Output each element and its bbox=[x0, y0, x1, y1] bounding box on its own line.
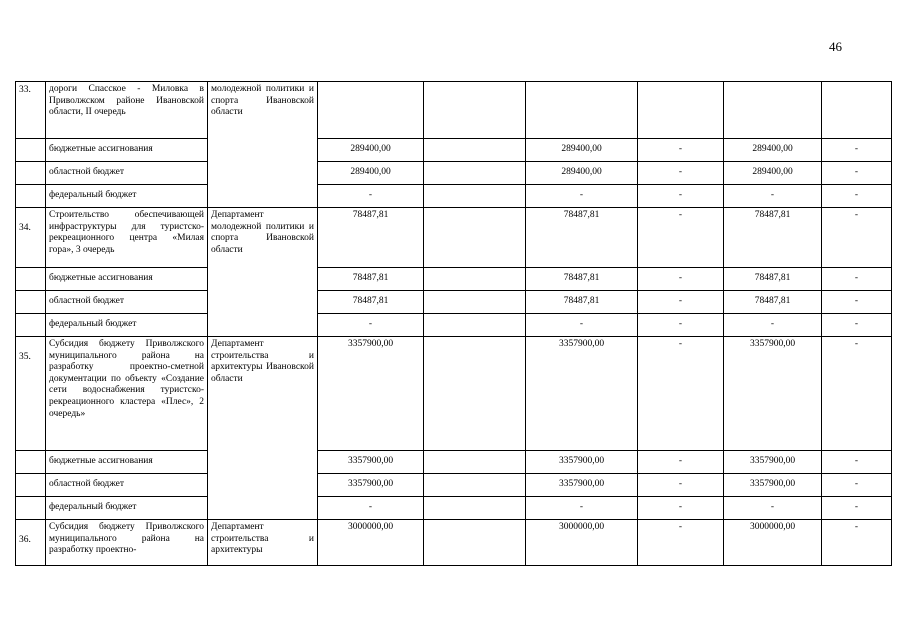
budget-value-cell: 3357900,00 bbox=[724, 474, 822, 497]
budget-value-cell: 78487,81 bbox=[318, 291, 424, 314]
item-value-cell: 3357900,00 bbox=[318, 337, 424, 451]
item-value-cell: 3000000,00 bbox=[526, 520, 638, 566]
budget-value-cell bbox=[424, 451, 526, 474]
item-value-cell: - bbox=[638, 520, 724, 566]
item-value-cell bbox=[424, 82, 526, 139]
budget-value-cell: - bbox=[724, 185, 822, 208]
item-value-cell bbox=[318, 82, 424, 139]
budget-row bbox=[16, 139, 892, 162]
budget-value-cell: - bbox=[822, 162, 892, 185]
budget-table bbox=[15, 81, 892, 566]
item-value-cell bbox=[424, 520, 526, 566]
item-name: Субсидия бюджету Приволжского муниципального района на разработку проектно- bbox=[46, 520, 208, 566]
budget-value-cell: 289400,00 bbox=[526, 139, 638, 162]
budget-value-cell: - bbox=[526, 314, 638, 337]
empty-cell bbox=[16, 497, 46, 520]
budget-row-label: федеральный бюджет bbox=[46, 497, 208, 520]
item-row bbox=[16, 520, 892, 566]
budget-row bbox=[16, 451, 892, 474]
budget-value-cell: - bbox=[638, 139, 724, 162]
empty-cell bbox=[16, 291, 46, 314]
budget-value-cell: 289400,00 bbox=[318, 139, 424, 162]
empty-cell bbox=[16, 139, 46, 162]
budget-value-cell bbox=[424, 139, 526, 162]
budget-value-cell: 78487,81 bbox=[526, 291, 638, 314]
page-number: 46 bbox=[829, 39, 842, 54]
budget-value-cell: - bbox=[822, 474, 892, 497]
budget-value-cell: - bbox=[822, 451, 892, 474]
budget-value-cell: - bbox=[318, 497, 424, 520]
empty-cell bbox=[16, 451, 46, 474]
empty-cell bbox=[16, 268, 46, 291]
budget-value-cell: 78487,81 bbox=[318, 268, 424, 291]
budget-value-cell: - bbox=[638, 268, 724, 291]
budget-value-cell: - bbox=[822, 314, 892, 337]
item-value-cell: 3000000,00 bbox=[318, 520, 424, 566]
budget-row bbox=[16, 474, 892, 497]
item-row bbox=[16, 82, 892, 139]
budget-row-label: бюджетные ассигнования bbox=[46, 451, 208, 474]
item-value-cell bbox=[424, 337, 526, 451]
budget-value-cell bbox=[424, 268, 526, 291]
item-value-cell: - bbox=[638, 337, 724, 451]
budget-row bbox=[16, 497, 892, 520]
budget-value-cell: 289400,00 bbox=[724, 139, 822, 162]
budget-value-cell: - bbox=[822, 139, 892, 162]
budget-value-cell: 78487,81 bbox=[526, 268, 638, 291]
empty-cell bbox=[16, 474, 46, 497]
budget-value-cell: - bbox=[638, 291, 724, 314]
item-value-cell: 78487,81 bbox=[526, 208, 638, 268]
item-department: Департамент строительства и архитектуры Ивановской области bbox=[208, 337, 318, 520]
budget-row-label: федеральный бюджет bbox=[46, 314, 208, 337]
item-value-cell: 78487,81 bbox=[318, 208, 424, 268]
budget-row bbox=[16, 185, 892, 208]
item-row bbox=[16, 337, 892, 451]
budget-value-cell: - bbox=[318, 185, 424, 208]
item-value-cell: - bbox=[822, 337, 892, 451]
item-department: Департамент строительства и архитектуры bbox=[208, 520, 318, 566]
item-number: 36. bbox=[16, 520, 46, 566]
item-value-cell: 3357900,00 bbox=[724, 337, 822, 451]
item-value-cell bbox=[424, 208, 526, 268]
item-number: 35. bbox=[16, 337, 46, 451]
budget-row-label: областной бюджет bbox=[46, 474, 208, 497]
budget-value-cell: 3357900,00 bbox=[318, 451, 424, 474]
budget-value-cell: 78487,81 bbox=[724, 268, 822, 291]
budget-value-cell: - bbox=[638, 474, 724, 497]
budget-row-label: областной бюджет bbox=[46, 291, 208, 314]
budget-row bbox=[16, 314, 892, 337]
budget-value-cell: - bbox=[822, 291, 892, 314]
budget-row-label: бюджетные ассигнования bbox=[46, 139, 208, 162]
budget-value-cell: - bbox=[724, 314, 822, 337]
item-value-cell: 78487,81 bbox=[724, 208, 822, 268]
budget-value-cell: - bbox=[526, 185, 638, 208]
budget-value-cell bbox=[424, 474, 526, 497]
budget-value-cell: - bbox=[638, 185, 724, 208]
budget-value-cell: 78487,81 bbox=[724, 291, 822, 314]
budget-value-cell: - bbox=[526, 497, 638, 520]
budget-value-cell: - bbox=[724, 497, 822, 520]
item-department: молодежной политики и спорта Ивановской области bbox=[208, 82, 318, 208]
budget-row-label: бюджетные ассигнования bbox=[46, 268, 208, 291]
item-value-cell bbox=[724, 82, 822, 139]
item-value-cell: 3357900,00 bbox=[526, 337, 638, 451]
budget-value-cell bbox=[424, 162, 526, 185]
budget-row bbox=[16, 268, 892, 291]
budget-row-label: областной бюджет bbox=[46, 162, 208, 185]
item-number: 33. bbox=[16, 82, 46, 139]
item-name: дороги Спасское - Миловка в Приволжском районе Ивановской области, II очередь bbox=[46, 82, 208, 139]
item-value-cell bbox=[526, 82, 638, 139]
item-value-cell bbox=[638, 82, 724, 139]
budget-value-cell: 3357900,00 bbox=[318, 474, 424, 497]
budget-value-cell: 3357900,00 bbox=[526, 474, 638, 497]
budget-value-cell: 3357900,00 bbox=[526, 451, 638, 474]
budget-value-cell bbox=[424, 497, 526, 520]
budget-value-cell: - bbox=[822, 268, 892, 291]
empty-cell bbox=[16, 314, 46, 337]
budget-value-cell: - bbox=[318, 314, 424, 337]
budget-value-cell: 3357900,00 bbox=[724, 451, 822, 474]
budget-row bbox=[16, 162, 892, 185]
item-value-cell: - bbox=[638, 208, 724, 268]
item-value-cell: 3000000,00 bbox=[724, 520, 822, 566]
item-row bbox=[16, 208, 892, 268]
budget-value-cell: - bbox=[638, 497, 724, 520]
empty-cell bbox=[16, 162, 46, 185]
item-name: Субсидия бюджету Приволжского муниципального района на разработку проектно-сметной документации по объекту «Создание сети водоснабжения туристско-рекреационного кластера «Плес», 2 очередь» bbox=[46, 337, 208, 451]
budget-value-cell: - bbox=[822, 497, 892, 520]
budget-value-cell: 289400,00 bbox=[724, 162, 822, 185]
budget-value-cell: - bbox=[638, 162, 724, 185]
empty-cell bbox=[16, 185, 46, 208]
budget-value-cell: - bbox=[638, 451, 724, 474]
item-value-cell bbox=[822, 82, 892, 139]
budget-value-cell: - bbox=[638, 314, 724, 337]
budget-value-cell: - bbox=[822, 185, 892, 208]
budget-value-cell: 289400,00 bbox=[318, 162, 424, 185]
item-value-cell: - bbox=[822, 520, 892, 566]
budget-value-cell: 289400,00 bbox=[526, 162, 638, 185]
budget-value-cell bbox=[424, 291, 526, 314]
item-department: Департамент молодежной политики и спорта Ивановской области bbox=[208, 208, 318, 337]
budget-value-cell bbox=[424, 185, 526, 208]
item-number: 34. bbox=[16, 208, 46, 268]
budget-row bbox=[16, 291, 892, 314]
budget-row-label: федеральный бюджет bbox=[46, 185, 208, 208]
item-value-cell: - bbox=[822, 208, 892, 268]
item-name: Строительство обеспечивающей инфраструктуры для туристско-рекреационного центра «Милая гора», 3 очередь bbox=[46, 208, 208, 268]
budget-value-cell bbox=[424, 314, 526, 337]
